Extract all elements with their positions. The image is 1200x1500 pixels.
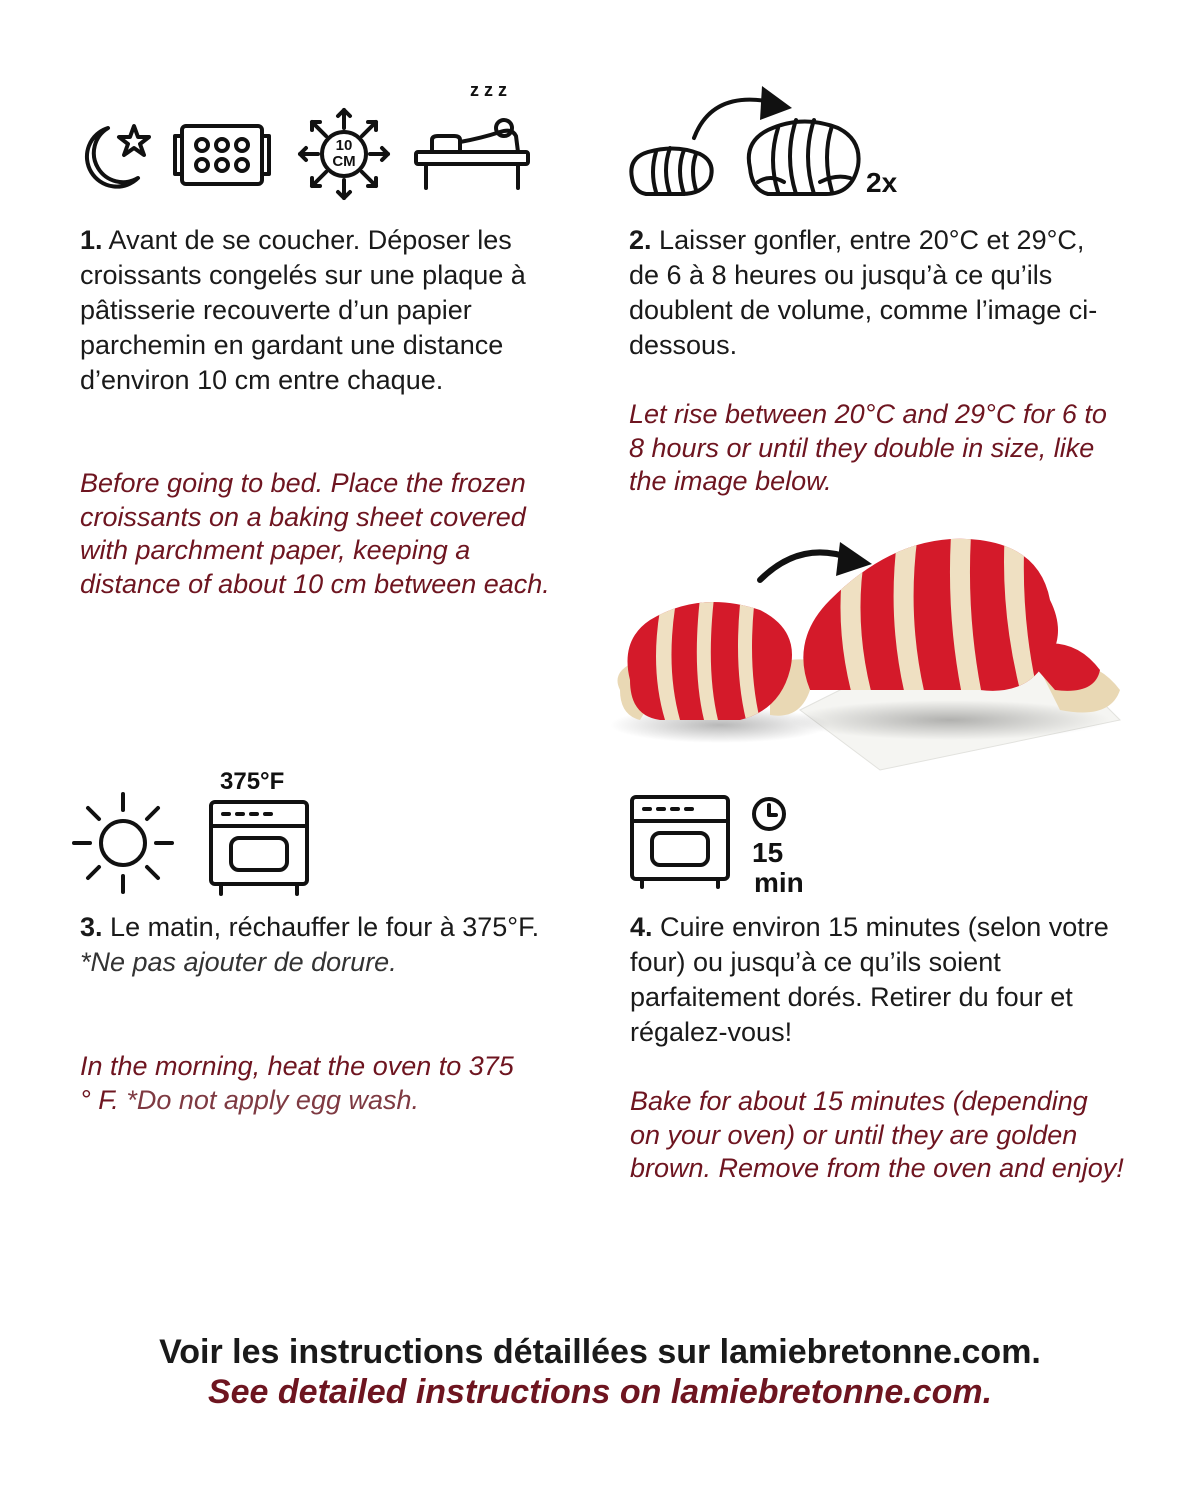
sleeping-bed-icon [412, 80, 532, 192]
step1-french-text [80, 223, 560, 398]
time-unit: min [754, 867, 804, 898]
step4-english-text: Bake for about 15 minutes (depending on your oven) or until they are golden brown. Remove from the oven and enjoy! [630, 1086, 1124, 1183]
step1-french: Avant de se coucher. Déposer les croissants congelés sur une plaque à pâtisserie recouverte d’un papier parchemin en gardant une distance d’environ 10 cm entre chaque. [80, 225, 526, 395]
bake-time-label [752, 836, 832, 896]
distance-10cm-icon [296, 106, 392, 202]
temp-label [220, 765, 310, 795]
step3-french-text [80, 910, 550, 980]
step3-french: Le matin, réchauffer le four à 375°F. [110, 912, 540, 942]
step4-number: 4. [630, 912, 653, 942]
oven-icon [628, 793, 732, 889]
step3-french-note: *Ne pas ajouter de dorure. [80, 947, 397, 977]
step3-english-note: *Do not apply egg wash. [126, 1084, 420, 1115]
oven-icon [207, 798, 311, 896]
small-croissant-icon [626, 138, 716, 198]
sleep-label: z z z [470, 80, 508, 100]
step4-french-text [630, 910, 1125, 1050]
footer-english: See detailed instructions on lamiebretonne.com. [207, 1373, 993, 1411]
step1-english-text: Before going to bed. Place the frozen croissants on a baking sheet covered with parchment paper, keeping a distance of about 10 cm between each. [80, 468, 550, 599]
step3-number: 3. [80, 912, 103, 942]
step2-number: 2. [629, 225, 652, 255]
sun-icon [72, 792, 174, 894]
svg-text:375°F: 375°F [220, 768, 285, 795]
moon-star-icon [78, 120, 153, 192]
croissant-rising-photo [600, 520, 1140, 780]
large-croissant-icon [740, 112, 864, 198]
step2-french: Laisser gonfler, entre 20°C et 29°C, de 6 à 8 heures ou jusqu’à ce qu’ils doublent de volume, comme l’image ci-dessous. [629, 225, 1098, 360]
step1-number: 1. [80, 225, 103, 255]
distance-label-unit: CM [332, 153, 356, 170]
svg-text:2x: 2x [866, 167, 898, 198]
step4-french: Cuire environ 15 minutes (selon votre four) ou jusqu’à ce qu’ils soient parfaitement dorés. Retirer du four et régalez-vous! [630, 912, 1109, 1047]
clock-icon [750, 795, 790, 835]
step3-english-text [80, 1050, 530, 1117]
distance-label-num: 10 [335, 137, 353, 154]
step3-english: In the morning, heat the oven to 375 ° F. [80, 1051, 514, 1115]
time-num: 15 [752, 837, 784, 868]
step2-english-text: Let rise between 20°C and 29°C for 6 to 8 hours or until they double in size, like the image below. [629, 399, 1107, 496]
step2-french-text [629, 223, 1119, 363]
baking-tray-icon [172, 122, 272, 188]
multiplier-label [866, 164, 916, 198]
footer-french: Voir les instructions détaillées sur lamiebretonne.com. [159, 1333, 1041, 1371]
